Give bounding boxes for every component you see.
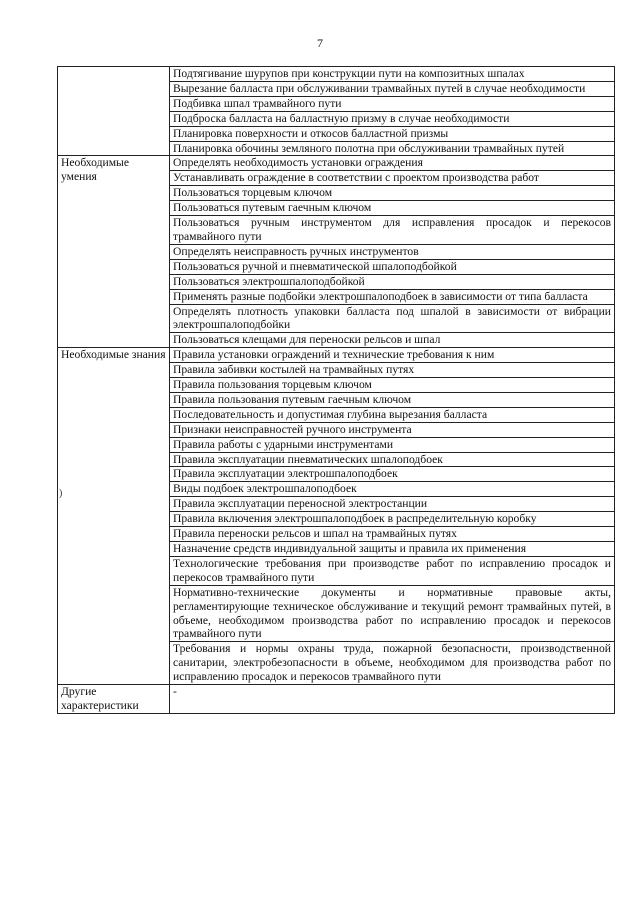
requirement-item: Требования и нормы охраны труда, пожарной безопасности, производственной санитарии, электробезопасности в объеме, необходимом для производства работ по исправлению просадок и перекосов трамвайного пути [170, 642, 615, 685]
requirement-item: Определять плотность упаковки балласта под шпалой в зависимости от вибрации электрошпалоподбойки [170, 304, 615, 333]
table-row [58, 685, 615, 714]
requirements-table-body [58, 67, 615, 714]
requirement-item: Определять неисправность ручных инструментов [170, 244, 615, 259]
requirement-item: Планировка поверхности и откосов балластной призмы [170, 126, 615, 141]
requirement-item: Пользоваться ручным инструментом для исправления просадок и перекосов трамвайного пути [170, 216, 615, 245]
requirement-item: Последовательность и допустимая глубина вырезания балласта [170, 407, 615, 422]
requirement-item: Пользоваться торцевым ключом [170, 186, 615, 201]
requirement-item: Правила эксплуатации пневматических шпалоподбоек [170, 452, 615, 467]
requirement-item: Технологические требования при производстве работ по исправлению просадок и перекосов трамвайного пути [170, 556, 615, 585]
requirement-item: Пользоваться ручной и пневматической шпалоподбойкой [170, 259, 615, 274]
requirement-item: Планировка обочины земляного полотна при обслуживании трамвайных путей [170, 141, 615, 156]
requirement-item: Правила установки ограждений и технические требования к ним [170, 348, 615, 363]
requirement-item: Правила эксплуатации электрошпалоподбоек [170, 467, 615, 482]
requirement-item: Виды подбоек электрошпалоподбоек [170, 482, 615, 497]
requirement-item: - [170, 685, 615, 714]
requirement-item: Подбивка шпал трамвайного пути [170, 96, 615, 111]
requirement-item: Нормативно-технические документы и нормативные правовые акты, регламентирующие техническое обслуживание и текущий ремонт трамвайных путей, в объеме, необходимом производства работ по исправлению просадок и перекосов трамвайного пути [170, 585, 615, 642]
stray-mark: ) [59, 488, 63, 499]
requirement-item: Устанавливать ограждение в соответствии с проектом производства работ [170, 171, 615, 186]
requirement-item: Пользоваться электрошпалоподбойкой [170, 274, 615, 289]
requirement-item: Подброска балласта на балластную призму в случае необходимости [170, 111, 615, 126]
requirement-item: Правила работы с ударными инструментами [170, 437, 615, 452]
table-row [58, 67, 615, 82]
requirement-item: Правила эксплуатации переносной электростанции [170, 497, 615, 512]
section-label: Необходимые знания [58, 348, 170, 685]
requirement-item: Вырезание балласта при обслуживании трамвайных путей в случае необходимости [170, 81, 615, 96]
requirement-item: Применять разные подбойки электрошпалоподбоек в зависимости от типа балласта [170, 289, 615, 304]
requirement-item: Правила переноски рельсов и шпал на трамвайных путях [170, 527, 615, 542]
requirement-item: Пользоваться путевым гаечным ключом [170, 201, 615, 216]
section-label: Другие характеристики [58, 685, 170, 714]
requirement-item: Подтягивание шурупов при конструкции пути на композитных шпалах [170, 67, 615, 82]
requirement-item: Определять необходимость установки ограждения [170, 156, 615, 171]
requirement-item: Правила забивки костылей на трамвайных путях [170, 363, 615, 378]
table-row [58, 348, 615, 363]
requirement-item: Правила пользования путевым гаечным ключом [170, 392, 615, 407]
requirement-item: Правила пользования торцевым ключом [170, 378, 615, 393]
section-label [58, 67, 170, 156]
page-number: 7 [317, 36, 323, 50]
requirement-item: Признаки неисправностей ручного инструмента [170, 422, 615, 437]
requirement-item: Пользоваться клещами для переноски рельсов и шпал [170, 333, 615, 348]
requirements-table [57, 66, 615, 714]
table-row [58, 156, 615, 171]
requirement-item: Правила включения электрошпалоподбоек в распределительную коробку [170, 512, 615, 527]
section-label: Необходимые умения [58, 156, 170, 348]
requirement-item: Назначение средств индивидуальной защиты и правила их применения [170, 542, 615, 557]
